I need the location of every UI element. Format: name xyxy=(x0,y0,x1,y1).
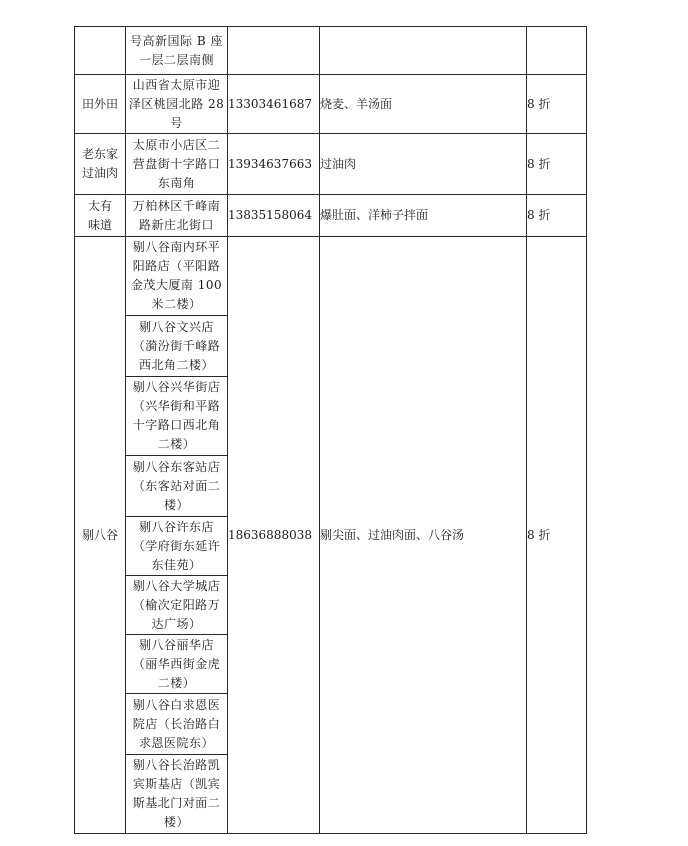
address-line: （东客站对面二 xyxy=(132,478,221,493)
address-line: 泽区桃园北路 28 xyxy=(128,96,225,111)
phone-cell: 18636888038 xyxy=(228,237,320,834)
address-line: 东南角 xyxy=(157,175,196,190)
dishes-cell xyxy=(320,27,527,75)
address-line: 剔八谷东客站店 xyxy=(132,459,221,474)
restaurant-name-line: 味道 xyxy=(87,217,112,232)
restaurant-name-line: 过油肉 xyxy=(81,166,118,180)
address-line: 米二楼） xyxy=(151,297,202,311)
table-row xyxy=(75,75,587,134)
address-line: 西北角二楼） xyxy=(138,357,214,372)
restaurant-discount-table xyxy=(74,26,587,834)
address-line: 院店（长治路白 xyxy=(132,716,221,731)
address-line: 宾斯基店（凯宾 xyxy=(132,777,221,791)
restaurant-name-cell: 剔八谷 xyxy=(75,237,126,834)
address-line: 剔八谷白求恩医 xyxy=(132,697,221,712)
address-line: （榆次定阳路万 xyxy=(132,597,221,612)
address-line: 楼） xyxy=(163,815,189,829)
restaurant-name-line: 老东家 xyxy=(81,147,118,161)
branch-address-cell xyxy=(126,635,228,694)
branch-address-cell xyxy=(126,517,228,576)
address-line: 太原市小店区二 xyxy=(132,137,221,152)
table-row xyxy=(75,237,587,316)
phone-cell: 13835158064 xyxy=(228,195,320,237)
discount-cell: 8 折 xyxy=(527,195,587,237)
dishes-cell: 过油肉 xyxy=(320,134,527,195)
address-line: 二楼） xyxy=(157,437,196,451)
table-row xyxy=(75,195,587,237)
restaurant-name-cell xyxy=(75,27,126,75)
address-line: （丽华西街金虎 xyxy=(132,656,221,671)
address-line: 剔八谷兴华街店 xyxy=(132,380,221,394)
address-line: 剔八谷丽华店 xyxy=(138,637,214,652)
address-cell xyxy=(126,195,228,237)
restaurant-name-line: 太有 xyxy=(87,198,112,213)
address-line: 营盘街十字路口 xyxy=(132,156,221,171)
discount-cell: 8 折 xyxy=(527,237,587,834)
restaurant-name-cell: 田外田 xyxy=(75,75,126,134)
address-line: （漪汾街千峰路 xyxy=(132,338,221,353)
branch-address-cell xyxy=(126,755,228,834)
address-line: 路新庄北街口 xyxy=(138,217,214,232)
branch-address-cell xyxy=(126,694,228,755)
address-cell xyxy=(126,27,228,75)
address-line: 二楼） xyxy=(157,675,196,690)
table-row xyxy=(75,27,587,75)
branch-address-cell xyxy=(126,237,228,316)
address-line: 一层二层南侧 xyxy=(138,52,214,67)
branch-address-cell xyxy=(126,377,228,456)
branch-address-cell xyxy=(126,576,228,635)
discount-cell: 8 折 xyxy=(527,75,587,134)
address-line: 万柏林区千峰南 xyxy=(132,198,221,213)
address-line: 东佳苑） xyxy=(151,557,202,572)
address-line: 楼） xyxy=(163,497,189,512)
address-line: 剔八谷文兴店 xyxy=(138,319,214,334)
branch-address-cell xyxy=(126,316,228,377)
branch-address-cell xyxy=(126,456,228,517)
address-line: 求恩医院东） xyxy=(138,735,214,750)
discount-cell xyxy=(527,27,587,75)
address-line: 剔八谷南内环平 xyxy=(132,240,221,254)
address-cell xyxy=(126,134,228,195)
address-line: 十字路口西北角 xyxy=(132,418,221,432)
restaurant-name-cell xyxy=(75,195,126,237)
address-line: 号 xyxy=(170,115,183,130)
address-line: 剔八谷大学城店 xyxy=(132,578,221,593)
address-cell xyxy=(126,75,228,134)
address-line: 金茂大厦南 100 xyxy=(130,278,223,292)
table-row xyxy=(75,134,587,195)
dishes-cell: 剔尖面、过油肉面、八谷汤 xyxy=(320,237,527,834)
address-line: 剔八谷长治路凯 xyxy=(132,758,221,772)
address-line: 斯基北门对面二 xyxy=(132,796,221,810)
address-line: 山西省太原市迎 xyxy=(132,77,221,92)
discount-cell: 8 折 xyxy=(527,134,587,195)
phone-cell: 13934637663 xyxy=(228,134,320,195)
dishes-cell: 爆肚面、洋柿子拌面 xyxy=(320,195,527,237)
phone-cell xyxy=(228,27,320,75)
dishes-cell: 烧麦、羊汤面 xyxy=(320,75,527,134)
phone-cell: 13303461687 xyxy=(228,75,320,134)
address-line: 达广场） xyxy=(151,616,202,631)
address-line: 阳路店（平阳路 xyxy=(132,259,221,273)
address-line: （学府街东延许 xyxy=(132,538,221,553)
restaurant-name-cell xyxy=(75,134,126,195)
address-line: 号高新国际 B 座 xyxy=(130,33,223,48)
address-line: 剔八谷许东店 xyxy=(138,519,214,534)
address-line: （兴华街和平路 xyxy=(132,399,221,413)
